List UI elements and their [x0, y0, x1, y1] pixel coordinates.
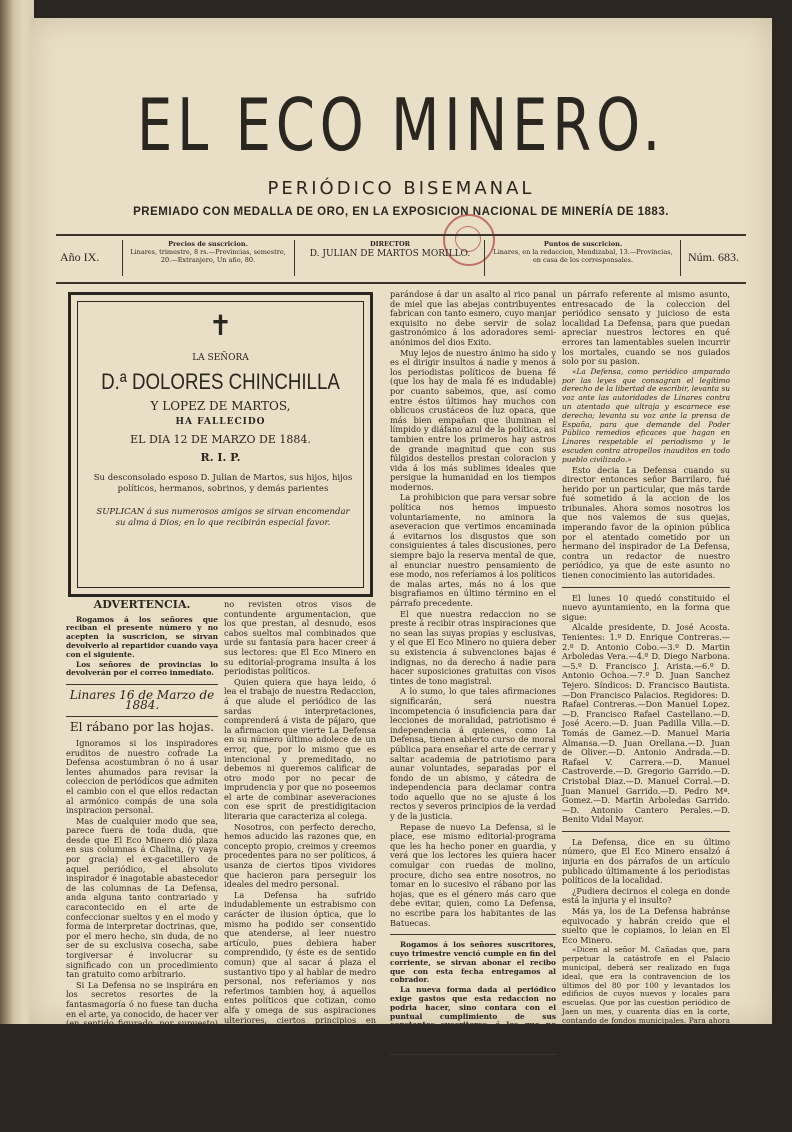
obituary-fallecido: HA FALLECIDO	[175, 417, 266, 427]
paragraph: no revisten otros visos de contundente argumentacion, que los que prestan, al desnudo, esos cabos sueltos mal combinados que urde su fantasía para hacer creer á sus lectores: que El Eco Minero en su editorial-programa insulta á los periodistas políticos.	[224, 599, 376, 677]
notice: Rogamos á los señores suscritores, cuyo trimestre venció cumple en fin del corriente, se sirvan abonar el recibo que con esta fecha entregamos al cobrador.	[390, 940, 556, 985]
notice-2: La nueva forma dada al periódico exige gastos que esta redaccion no podria hacer, sino contara con el puntual cumplimiento de sus constantes suscritores, á los que no cobró nunca por adelantado en la localidad.	[390, 985, 556, 1047]
column-4	[562, 289, 730, 1087]
paragraph: Si La Defensa no se inspirára en los secretos resortes de la fantasmagoría ó no fuese tan ducha en el arte, ya conocido, de hacer ver (en sentido figurado, por supuesto) lo blanco de color negro y viceversa, comprendería que sus asertos	[66, 979, 218, 1057]
points-text: Linares, en la redaccion, Mendizabal, 13.—Provincias, en casa de los corresponsales.	[493, 248, 673, 264]
paragraph: La prohibicion que para versar sobre política nos hemos impuesto voluntariamente, no aminora la aseveracion que vertimos encaminada á evitarnos los disgustos que son consiguientes á tales discusiones, pero siempre bajo la reserva mental de que, al enunciar nuestro pensamiento de ese modo, nos referíamos á los políticos de malas artes, más no á los que bisgrafiamos en último término en el párrafo precedente.	[390, 492, 556, 608]
quote-2: «Dicen al señor M. Cañadas que, para perpetuar la catástrofe en el Palacio municipal, deberá ser realizado en fuga ideal, que era la contravencion de los últimos del 80 por 100 y levantados los edificios de cuyos nuevos y locales para escuelas. Que por las cuestion periódico de Jaen un mes, y cuarenta días en la corte, contando de fondos municipales. Para ahora que gracias á Dios han suspendido esa subasta que era, como dicen en Cádiz, un gueo cerrado, ¿qué queda de tantas informaciones M. Cañadas atreva á sus parroquianos? Continuar el público á quien oírlo en este! ¿Qué vá á suceder si se vuelve á la subasta	[562, 945, 730, 1087]
points-title: Puntos de suscricion.	[543, 240, 623, 248]
paragraph: La Defensa ha sufrido indudablemente un estrabismo con carácter de ilusion óptica, que lo mismo ha podido ser consentido que atenderse, al leer nuestro artículo, pues debiera haber comprendido, (y éste es de sentido comun) que al sacar á plaza el sustantivo tipo y al hablar de medro personal, nos referíamos y nos referimos tambien hoy, á aquellos entes políticos que cotizan, como alfa y omega de sus aspiraciones ulteriores, ciertos principios en sentido utilitario y solo favorable á sus medros personales, con exclusion del bien general del público.	[224, 889, 376, 1063]
obituary-request: SUPLICAN á sus numerosos amigos se sirvan encomendar su alma á Dios; en lo que recibirán especial favor.	[96, 507, 350, 528]
director-title: DIRECTOR	[369, 240, 411, 248]
divider	[294, 240, 295, 276]
prices	[128, 240, 288, 264]
paragraph: Como no disponemos del tiempo necesario para apreciar con detalles la importancia que revisten ciertos hechos aspereza y baladíes, que algunas veces se permiten menospreciar la libertad del escritor, copiamos á continuacion	[390, 1059, 556, 1128]
paragraph: Nuestro compañero local sabe muy bien que por los valles tenebrosos de la prensa de cierto color político, vegetaron algunos zánganos, cuya mision laboriosa es rondar la colmena de los medros personales, pre-	[224, 1063, 376, 1132]
paragraph: A lo sumo, lo que tales afirmaciones significarán, será nuestra incompetencia ó insuficiencia para dar lecciones de moralidad, patriotismo é independencia á quienes, como La Defensa, tienen abierto curso de moral pública para enseñar el arte de cerrar y saltar academia de patriotismo para aunar voluntades, separadas por el fondo de un abismo, y cátedra de independencia para declamar contra todo aquello que no se ajuste á los rectos y severos principios de la verdad y de la justicia.	[390, 686, 556, 822]
paragraph: Ignoramos si los inspiradores eruditos de nuestro cofrade La Defensa acostumbran ó no á usar lentes ahumados para revisar la coleccion de periódicos que admiten el cambio con el que ellos redactan al armónico compás de una sola inspiracion personal.	[66, 737, 218, 816]
paragraph: parándose á dar un asalto al rico panal de miel que las abejas contribuyentes fabrican con tanto esmero, cuyo manjar exquisito no debe servir de solaz gastronómico á los adoradores semi-anónimos del dios Exito.	[390, 289, 556, 347]
year-label: Año IX.	[60, 250, 100, 264]
paragraph: Quien quiera que haya leido, ó lea el trabajo de nuestra Redaccion, á que alude el periódico de las sardas interpretaciones, comprenderá á vista de pájaro, que la afirmacion que vierte La Defensa en su número último adolece de un error, que, por lo mismo que es intencional y premeditado, no debemos ni queremos calificar de otro modo por no pecar de imprudencia y por que no poseemos el arte de combinar aseveraciones con ese sprit de prestidigitacion literaria que caracteriza al colega.	[224, 676, 376, 822]
paragraph: Más ya, los de La Defensa habránse equivocado y habrán creido que el suelto que le copiamos, lo leian en El Eco Minero.	[562, 906, 730, 945]
advert-text-2: Los señores de provincias lo devolverán por el correo inmediato.	[66, 659, 218, 678]
prices-text: Linares, trimestre, 8 rs.—Provincias, semestre, 20.—Extranjero, Un año, 80.	[130, 248, 286, 264]
paragraph: Nosotros, con perfecto derecho, hemos aducido las razones que, en concepto propio, creimos y creemos procedentes para no ser políticos, á usanza de ciertos tipos vividores que hacieron para perseguir los ideales del medro personal.	[224, 821, 376, 890]
newspaper-page	[30, 18, 772, 1132]
divider	[562, 587, 730, 588]
divider	[484, 240, 485, 276]
article-title: El rábano por las hojas.	[69, 720, 215, 735]
prices-title: Precios de suscricion.	[168, 240, 248, 248]
obituary-rip: R. I. P.	[200, 451, 241, 464]
dateline: Linares 16 de Marzo de 1884.	[69, 688, 215, 712]
obituary-family: Su desconsolado esposo D. Julian de Martos, sus hijos, hijos políticos, hermanos, sobrinos, y demás parientes	[93, 473, 353, 494]
quote: «La Defensa, como periódico amparado por las leyes que consagran el legítimo derecho de la libertad de escribir, levanta su voz ante las autoridades de Linares contra un atentado que ultraja y escarnece ese derecho; levanta su voz ante la prensa de España, para que demande del Poder Público remedios eficaces que hagan en Linares respetable el periodismo y le escuden contra atropellos inauditos en todo pueblo civilizado.»	[562, 366, 730, 464]
paragraph: Esto decia La Defensa cuando su director entonces señor Barrilaro, fué herido por un particular, que más tarde fué sometido á la accion de los tribunales. Ahora somos nosotros los que nos valemos de sus quejas, imperando favor de la opinion pública por el atentado cometido por un hermano del inspirador de La Defensa, contra un redactor de nuestro periódico, ya que de este asunto no tienen conocimiento las autoridades.	[562, 464, 730, 581]
council-list: Alcalde presidente, D. José Acosta. Tenientes: 1.º D. Enrique Contreras.—2.º D. Antonio Cobo.—3.º D. Martin Arboledas Vera.—4.º D. Diego Narbona.—5.º D. Francisco J. Arista.—6.º D. Antonio Ochoa.—7.º D. Juan Sanchez Tejero. Síndicos: D. Francisco Bautista.—Don Francisco Palacios. Regidores: D. Rafael Contreras.—Don Manuel Lopez.—D. Francisco Rafael Castellano.—D. José Acero.—D. Juan Padilla Villa.—D. Tomás de Gamez.—D. Manuel Maria Almansa.—D. Juan Orellana.—D. Juan de Oliver.—D. Antonio Andrada.—D. Rafael V. Carrera.—D. Manuel Castroverde.—D. Gregorio Garrido.—D. Cristobal Diaz.—D. Manuel Corral.—D. Juan Manuel Garrido.—D. Pedro Mª. Gomez.—D. Martin Arboledas Garrido.—D. Antonio Cantero Perales.—D. Benito Vidal Mayor.	[562, 622, 730, 825]
subscription-points	[490, 240, 676, 264]
divider	[390, 1054, 556, 1055]
paragraph: ¿Pudiera decirnos el colega en donde está la injuria y el insulto?	[562, 885, 730, 906]
issue-number: Núm. 683.	[688, 250, 739, 264]
column-3	[390, 289, 556, 1128]
cross-icon: ✝	[208, 309, 233, 342]
paragraph: Muy lejos de nuestro ánimo ha sido y es el dirigir insultos á nadie y menos á los periodistas políticos de buena fé (que los hay de mala fé es indudable) por cuanto sabemos, que, así como entre éstos últimos hay muchos con oblicuos crustáceos de luz opaca, que más bien empañan que iluminan el límpido y diáfano azul de la política, así tambien entre los primeros hay astros de grande magnitud que con sus fúlgidos destellos prestan coloracion y vida á los más sublimes ideales que persigue la humanidad en los tiempos modernos.	[390, 347, 556, 492]
divider	[390, 934, 556, 935]
divider	[122, 240, 123, 276]
book-spine	[0, 0, 34, 1024]
column-2	[224, 599, 376, 1132]
obituary-date: EL DIA 12 DE MARZO DE 1884.	[130, 433, 311, 446]
divider	[680, 240, 681, 276]
masthead-title: EL ECO MINERO.	[136, 83, 666, 167]
paragraph: un párrafo referente al mismo asunto, entresacado de la coleccion del periódico sensato y juicioso de esta localidad La Defensa, para que puedan apreciar nuestros lectores en qué errores tan lamentables suelen incurrir los mortales, cuando se nos guiados solo por su pasion.	[562, 289, 730, 367]
divider	[66, 684, 218, 685]
paragraph: Mas de cualquier modo que sea, parece fuera de toda duda, que desde que El Eco Minero dió plaza en sus columnas á Chalina, (y vaya por gracia) el ex-gacetillero de aquel periódico, el absoluto inspirador é inagotable abastecedor de las columnas de La Defensa, anda alguna tanto contrariado y caracontecido en el arte de confeccionar sueltos y en el modo y forma de interpretar doctrinas, que, por el mero hecho, sin duda, de no ser de su exclusiva cosecha, sabe torgiversar é involucrar su significado con un procedimiento tan gratuito como arbitrario.	[66, 815, 218, 980]
award-line: PREMIADO CON MEDALLA DE ORO, EN LA EXPOSICION NACIONAL DE MINERÍA DE 1883.	[133, 206, 669, 218]
masthead-subtitle: PERIÓDICO BISEMANAL	[267, 178, 535, 199]
director-name: D. JULIAN DE MARTOS MORILLO.	[309, 249, 471, 259]
council-intro: El lunes 10 quedó constituido el nuevo ayuntamiento, en la forma que sigue:	[562, 592, 730, 622]
paragraph: El que nuestra redaccion no se preste á recibir otras inspiraciones que no sean las suyas propias y esclusivas, y el que El Eco Minero no quiera deber su existencia á subvenciones bajas é indignas, no da derecho á nadie para hacer suposiciones gratuitas con visos tintes de tono magistral.	[390, 608, 556, 686]
director	[300, 240, 480, 258]
obituary-surname: Y LOPEZ DE MARTOS,	[150, 399, 291, 413]
paragraph: La Defensa, dice en su último número, que El Eco Minero ensalzó á injuria en dos párrafos de un artículo publicado últimamente á los periodistas políticos de la localidad.	[562, 836, 730, 886]
advert-text: Rogamos á los señores que reciban el presente número y no acepten la suscricion, se sirvan devolverlo al repartidor cuando vaya con el siguiente.	[66, 614, 218, 659]
obituary-la-senora: LA SEÑORA	[192, 353, 249, 363]
divider	[66, 716, 218, 717]
divider	[562, 831, 730, 832]
paragraph: Repase de nuevo La Defensa, si le place, ese mismo editorial-programa que les ha hecho poner en guardia, y verá que los lectores les quiera hacer comulgar con ruedas de molino, procure, dicho sea entre nosotros, no tomar en lo sucesivo el rábano por las hojas, que es el género más caro que debe evitar, quien, como La Defensa, no escribe para los habitantes de las Batuecas.	[390, 821, 556, 928]
column-1	[66, 596, 218, 1057]
advert-title: ADVERTENCIA.	[93, 598, 191, 611]
obituary-box	[68, 292, 373, 597]
obituary-name: D.ª DOLORES CHINCHILLA	[101, 369, 340, 394]
info-bar	[56, 234, 746, 284]
